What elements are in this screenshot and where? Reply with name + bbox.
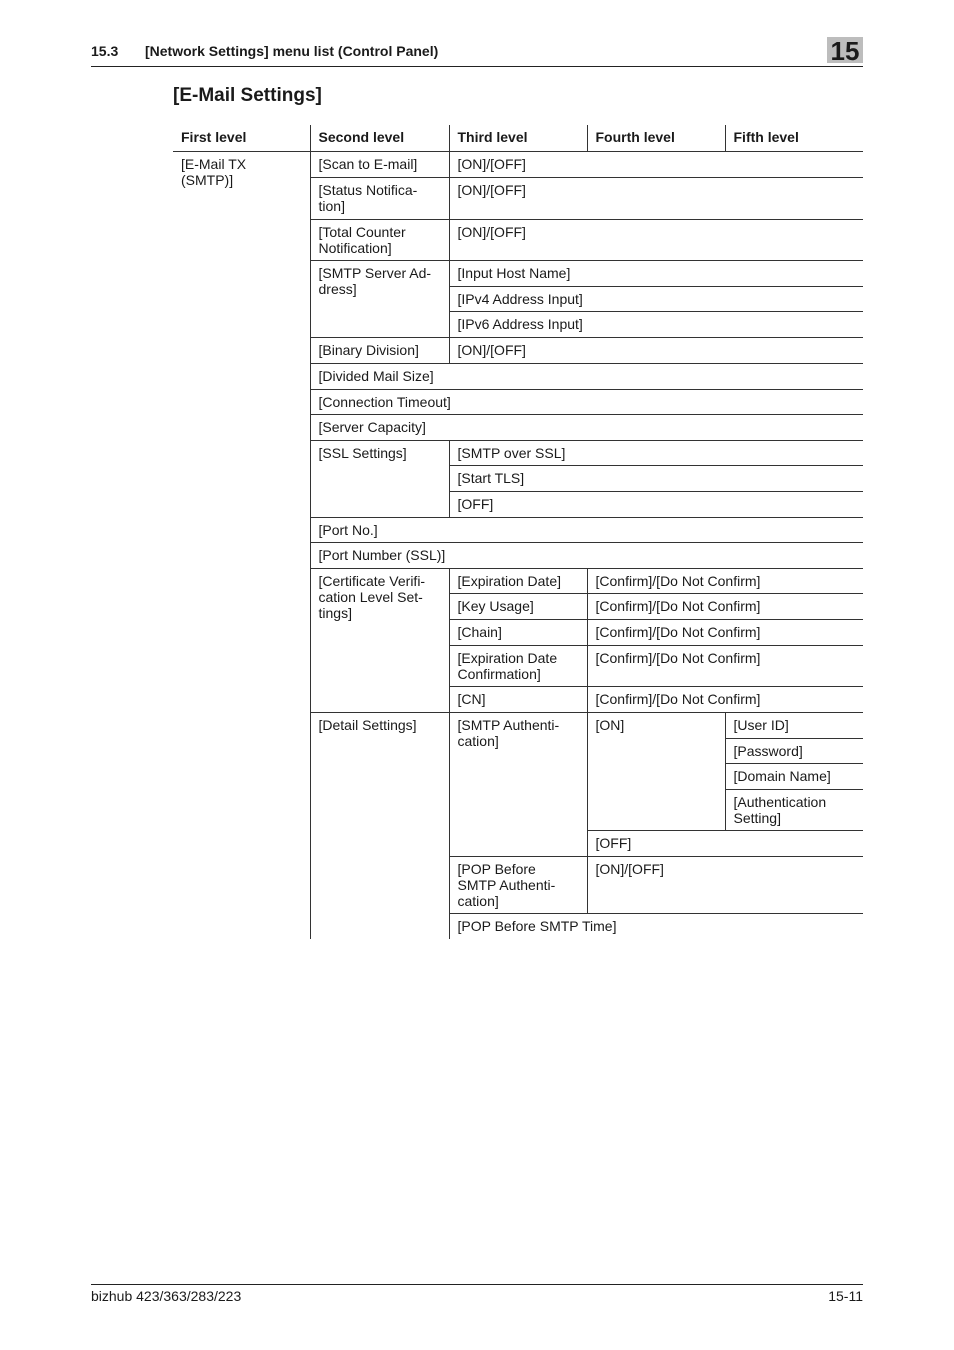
table-cell: [Binary Division] [310, 337, 449, 363]
table-cell: [User ID] [725, 712, 863, 738]
table-cell: [OFF] [449, 491, 863, 517]
table-cell: [Server Capacity] [310, 414, 863, 440]
table-cell: [Total Counter Notification] [310, 219, 449, 260]
table-cell: [ON]/[OFF] [449, 151, 863, 177]
table-cell: [Chain] [449, 619, 587, 645]
table-cell: [Expiration Date] [449, 568, 587, 593]
table-row [173, 151, 863, 177]
table-cell: [Confirm]/[Do Not Confirm] [587, 593, 863, 619]
table-cell: [OFF] [587, 830, 863, 856]
table-cell: [Expiration Date Confirmation] [449, 645, 587, 686]
table-cell: [Port Number (SSL)] [310, 542, 863, 568]
email-settings-table [173, 125, 863, 939]
table-header-row [173, 125, 863, 151]
column-header: Second level [310, 125, 449, 151]
table-cell: [IPv6 Address Input] [449, 311, 863, 337]
table-cell: [ON]/[OFF] [449, 177, 863, 219]
table-cell: [ON]/[OFF] [449, 337, 863, 363]
table-cell: [Input Host Name] [449, 260, 863, 286]
table-cell: [Confirm]/[Do Not Confirm] [587, 686, 863, 712]
table-cell: [Confirm]/[Do Not Confirm] [587, 568, 863, 593]
table-cell: [Domain Name] [725, 763, 863, 789]
table-cell: [IPv4 Address Input] [449, 286, 863, 311]
page-header [91, 36, 863, 67]
table-cell: [Password] [725, 738, 863, 763]
table-cell: [ON]/[OFF] [449, 219, 863, 260]
table-cell: [E-Mail TX (SMTP)] [173, 151, 310, 939]
table-cell: [Detail Settings] [310, 712, 449, 939]
table-cell: [POP Before SMTP Authenti-cation] [449, 856, 587, 913]
table-cell: [SMTP over SSL] [449, 440, 863, 465]
table-cell: [Divided Mail Size] [310, 363, 863, 389]
page-title: [E-Mail Settings] [173, 85, 322, 106]
table-cell: [SMTP Server Ad-dress] [310, 260, 449, 337]
column-header: Third level [449, 125, 587, 151]
table-cell: [Status Notifica-tion] [310, 177, 449, 219]
table-cell: [POP Before SMTP Time] [449, 913, 863, 939]
page-footer [91, 1284, 863, 1304]
table-cell: [Confirm]/[Do Not Confirm] [587, 619, 863, 645]
table-cell: [SMTP Authenti-cation] [449, 712, 587, 856]
page-number: 15-11 [828, 1288, 863, 1304]
chapter-number: 15 [827, 37, 863, 63]
table-cell: [Certificate Verifi-cation Level Set-tings] [310, 568, 449, 712]
section-number: 15.3 [91, 43, 119, 59]
table-cell: [Authentication Setting] [725, 789, 863, 830]
column-header: First level [173, 125, 310, 151]
table-cell: [ON] [587, 712, 725, 830]
table-cell: [ON]/[OFF] [587, 856, 863, 913]
column-header: Fourth level [587, 125, 725, 151]
table-cell: [SSL Settings] [310, 440, 449, 517]
table-cell: [Confirm]/[Do Not Confirm] [587, 645, 863, 686]
table-cell: [Key Usage] [449, 593, 587, 619]
section-title: [Network Settings] menu list (Control Panel) [145, 43, 439, 59]
table-cell: [Start TLS] [449, 465, 863, 491]
table-cell: [Port No.] [310, 517, 863, 542]
table-cell: [Connection Timeout] [310, 389, 863, 414]
table-cell: [CN] [449, 686, 587, 712]
product-model: bizhub 423/363/283/223 [91, 1288, 242, 1304]
table-cell: [Scan to E-mail] [310, 151, 449, 177]
column-header: Fifth level [725, 125, 863, 151]
